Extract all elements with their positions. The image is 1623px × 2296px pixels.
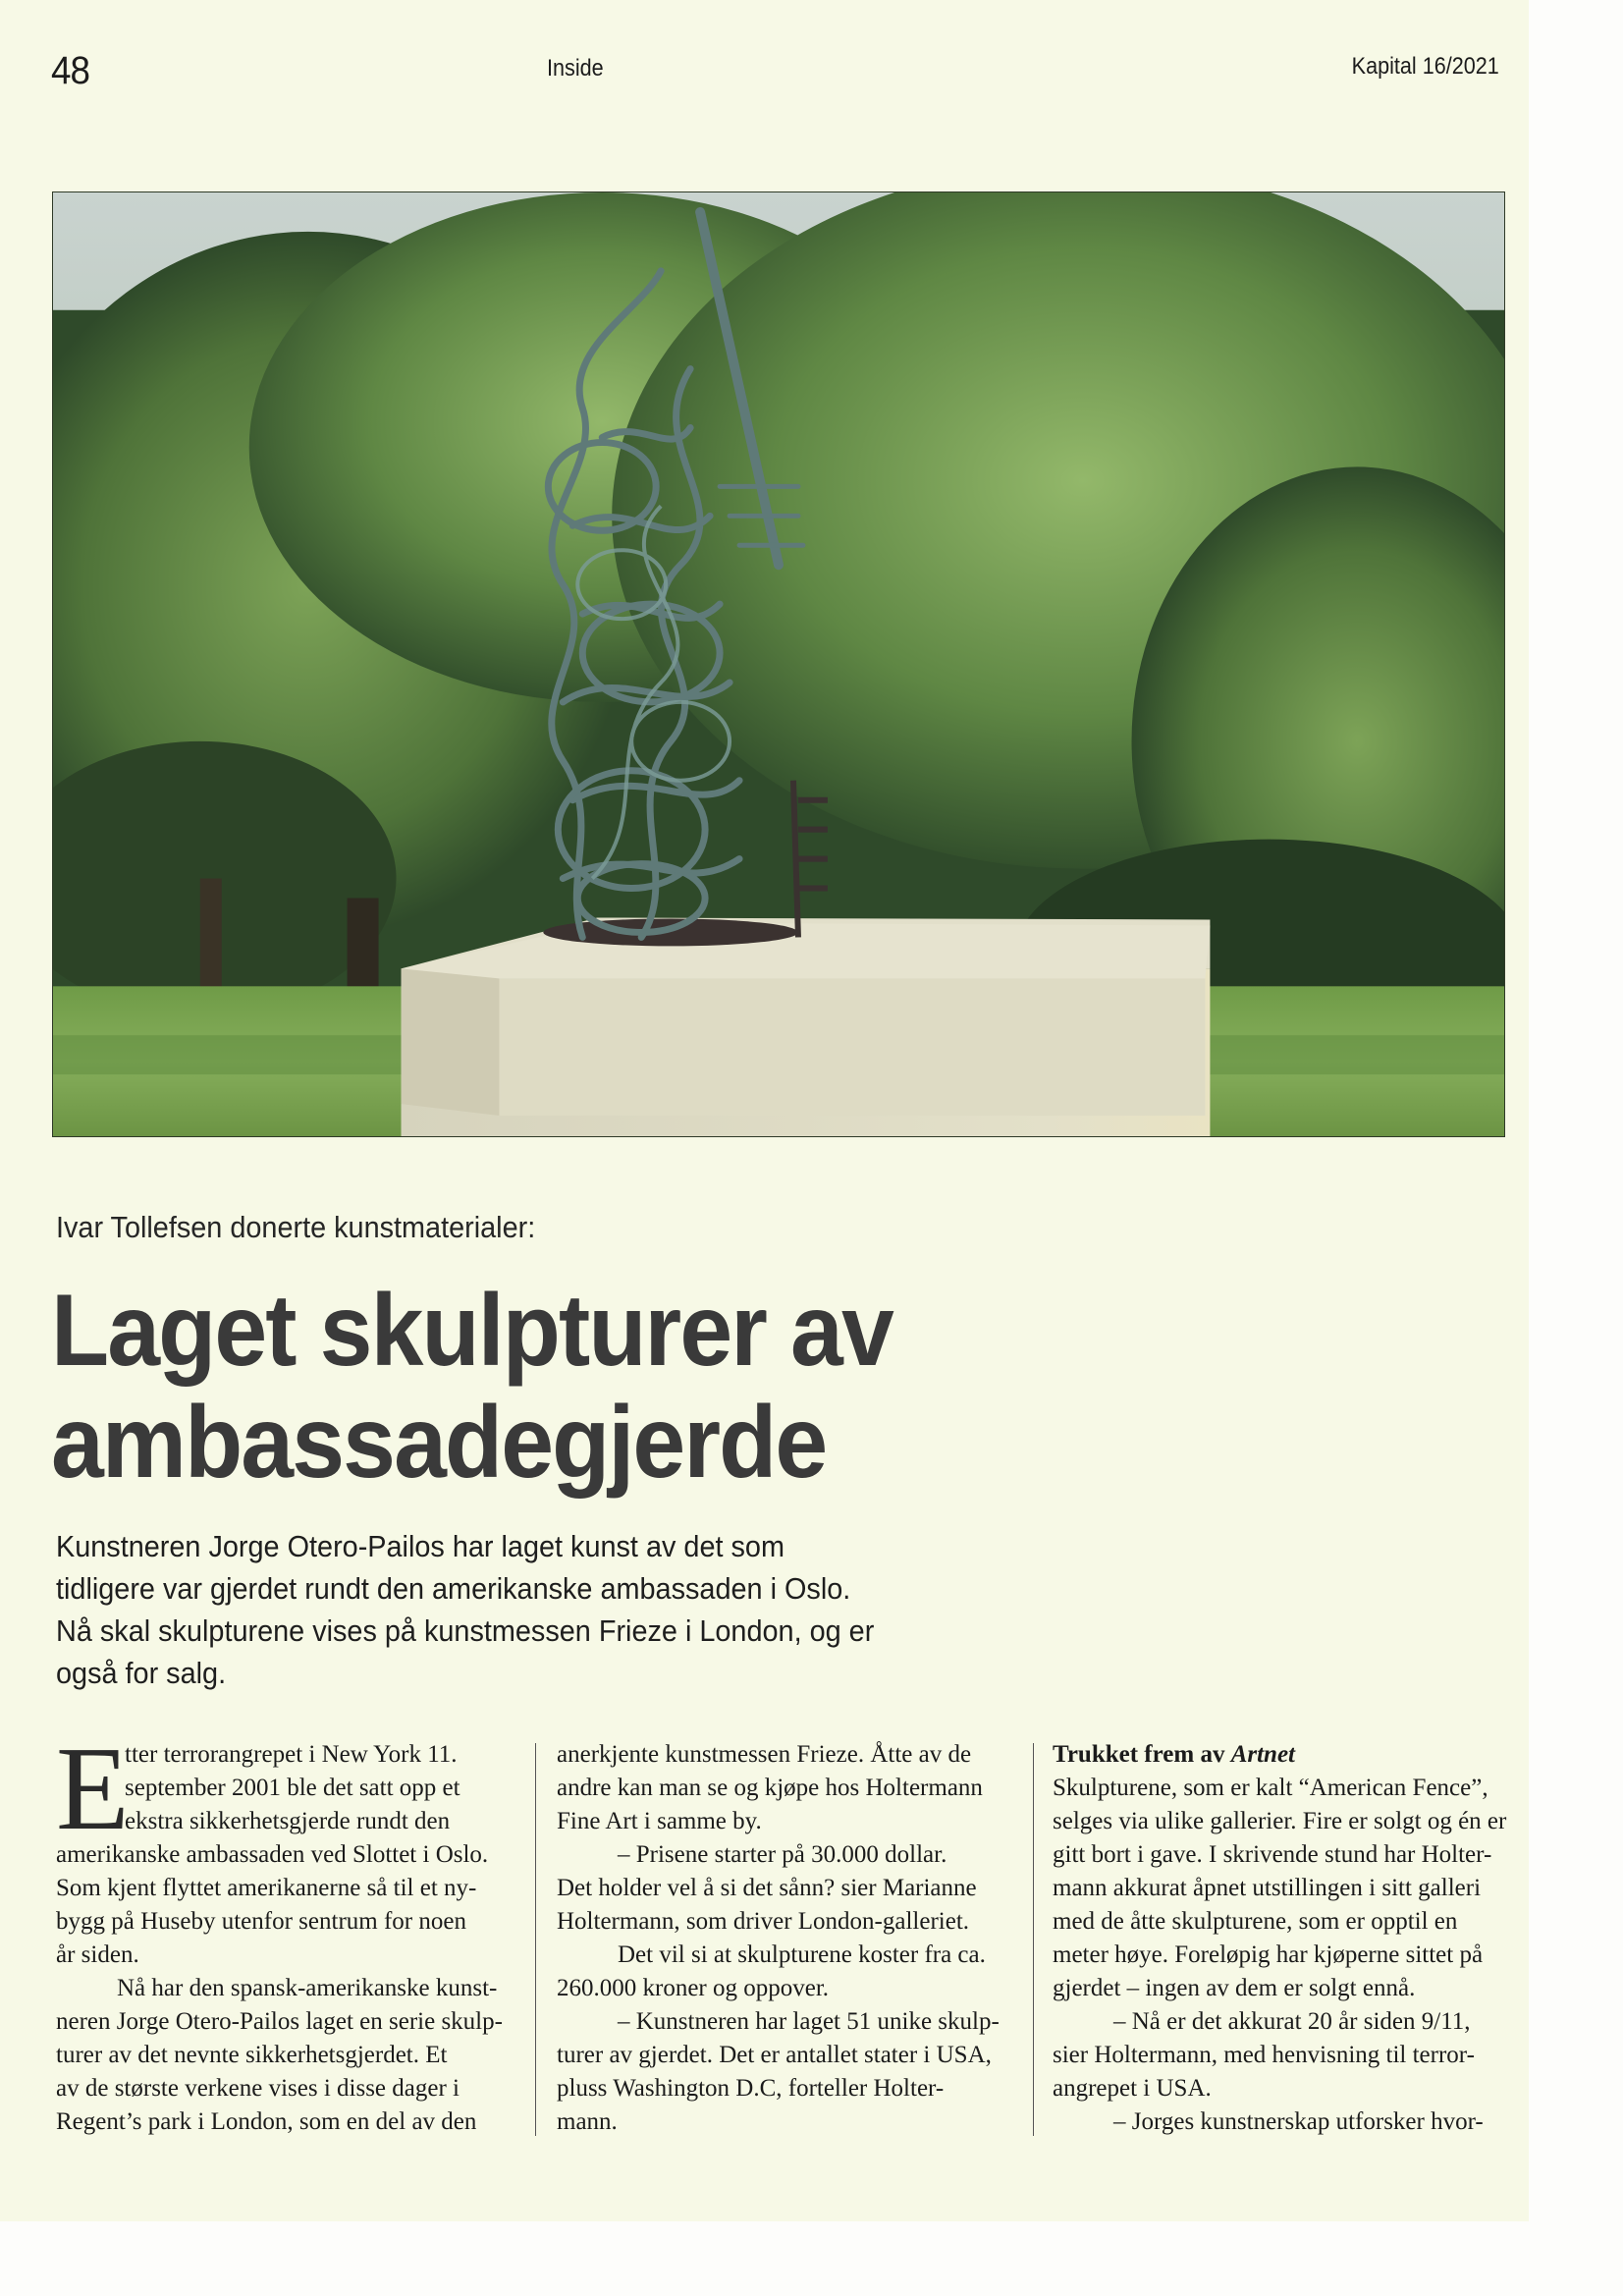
- section-label: Inside: [547, 55, 604, 82]
- body-column-2: [557, 1738, 1018, 2139]
- body-line: tter terrorangrepet i New York 11.: [125, 1741, 458, 1768]
- body-line: amerikanske ambassaden ved Slottet i Oslo.: [56, 1841, 489, 1868]
- subheading-text: Trukket frem av: [1053, 1741, 1225, 1768]
- headline-line-2: ambassadegjerde: [51, 1386, 827, 1500]
- body-line: september 2001 ble det satt opp et: [125, 1775, 460, 1801]
- body-line: Fine Art i samme by.: [557, 1808, 762, 1834]
- article-headline: [51, 1275, 893, 1499]
- body-line: mann akkurat åpnet utstillingen i sitt galleri: [1053, 1875, 1482, 1901]
- article-deck: [56, 1525, 1060, 1694]
- body-line: andre kan man se og kjøpe hos Holtermann: [557, 1775, 983, 1801]
- page-number: 48: [51, 49, 90, 92]
- body-line: år siden.: [56, 1941, 139, 1968]
- article-kicker: Ivar Tollefsen donerte kunstmaterialer:: [56, 1210, 536, 1244]
- body-line: sier Holtermann, med henvisning til terror-: [1053, 2042, 1475, 2068]
- body-line: turer av gjerdet. Det er antallet stater i USA,: [557, 2042, 992, 2068]
- deck-line: tidligere var gjerdet rundt den amerikanske ambassaden i Oslo.: [56, 1571, 851, 1606]
- body-line: pluss Washington D.C, forteller Holter-: [557, 2075, 945, 2102]
- body-line: ekstra sikkerhetsgjerde rundt den: [125, 1808, 451, 1834]
- article-photo: [52, 191, 1505, 1137]
- body-line: Som kjent flyttet amerikanerne så til et ny-: [56, 1875, 477, 1901]
- sculpture-photo-illustration: [53, 192, 1504, 1136]
- body-line: gjerdet – ingen av dem er solgt ennå.: [1053, 1975, 1416, 2001]
- issue-label: Kapital 16/2021: [1351, 53, 1499, 80]
- body-line: turer av det nevnte sikkerhetsgjerdet. Et: [56, 2042, 448, 2068]
- body-line: gitt bort i gave. I skrivende stund har Holter-: [1053, 1841, 1492, 1868]
- body-line: – Kunstneren har laget 51 unike skulp-: [618, 2008, 1000, 2035]
- drop-cap: E: [56, 1722, 130, 1855]
- body-line: – Nå er det akkurat 20 år siden 9/11,: [1113, 2008, 1471, 2035]
- body-line: Det holder vel å si det sånn? sier Marianne: [557, 1875, 977, 1901]
- body-line: Regent’s park i London, som en del av den: [56, 2108, 477, 2135]
- body-line: – Jorges kunstnerskap utforsker hvor-: [1113, 2108, 1484, 2135]
- column-divider: [535, 1743, 536, 2136]
- body-line: bygg på Huseby utenfor sentrum for noen: [56, 1908, 466, 1935]
- body-line: meter høye. Foreløpig har kjøperne sittet på: [1053, 1941, 1484, 1968]
- deck-line: Nå skal skulpturene vises på kunstmessen Frieze i London, og er: [56, 1613, 875, 1648]
- body-line: mann.: [557, 2108, 618, 2135]
- body-column-1: [56, 1722, 517, 2139]
- body-line: 260.000 kroner og oppover.: [557, 1975, 830, 2001]
- body-line: med de åtte skulpturene, som er opptil en: [1053, 1908, 1458, 1935]
- deck-line: Kunstneren Jorge Otero-Pailos har laget kunst av det som: [56, 1529, 784, 1563]
- body-line: selges via ulike gallerier. Fire er solgt og én er: [1053, 1808, 1507, 1834]
- subheading: [1053, 1738, 1514, 1772]
- body-line: Det vil si at skulpturene koster fra ca.: [618, 1941, 986, 1968]
- body-line: angrepet i USA.: [1053, 2075, 1212, 2102]
- deck-line: også for salg.: [56, 1656, 227, 1690]
- body-line: anerkjente kunstmessen Frieze. Åtte av de: [557, 1741, 972, 1768]
- body-line: av de største verkene vises i disse dager i: [56, 2075, 460, 2102]
- headline-line-1: Laget skulpturer av: [51, 1274, 893, 1388]
- body-line: Skulpturene, som er kalt “American Fence”,: [1053, 1775, 1488, 1801]
- subheading-source: Artnet: [1230, 1741, 1295, 1768]
- body-column-3: [1053, 1738, 1514, 2139]
- body-line: neren Jorge Otero-Pailos laget en serie skulp-: [56, 2008, 503, 2035]
- body-line: – Prisene starter på 30.000 dollar.: [618, 1841, 947, 1868]
- body-line: Nå har den spansk-amerikanske kunst-: [117, 1975, 498, 2001]
- column-divider: [1033, 1743, 1034, 2136]
- body-line: Holtermann, som driver London-galleriet.: [557, 1908, 970, 1935]
